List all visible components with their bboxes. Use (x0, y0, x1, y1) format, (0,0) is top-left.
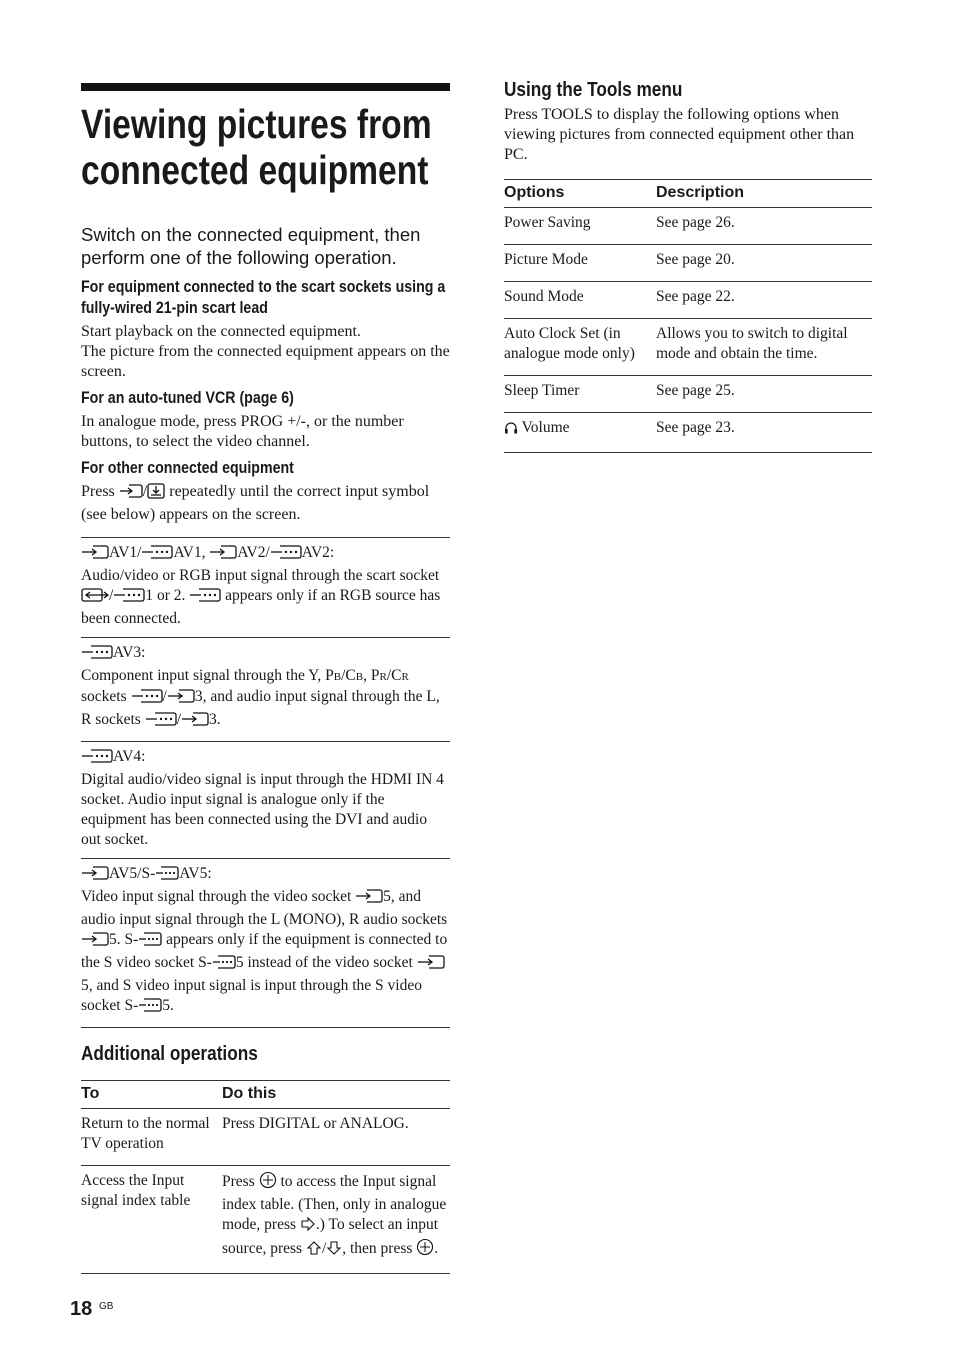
option-volume-label: Volume (521, 419, 570, 436)
av3-label (81, 643, 450, 666)
svideo-input-icon (138, 931, 162, 953)
av5-text-g: 5. (162, 997, 174, 1014)
rgb-input-icon (113, 587, 145, 609)
av1-item (81, 537, 450, 637)
other-text-press: Press (81, 483, 115, 500)
av1-label-b: AV1, (173, 544, 206, 561)
av5-text-e: 5 instead of the video socket (235, 954, 413, 971)
av1-label-a: AV1/ (109, 544, 142, 561)
av5-description (81, 887, 450, 1019)
av5-item (81, 858, 450, 1028)
row-do (222, 1166, 450, 1274)
right-arrow-icon (300, 1216, 316, 1238)
description-cell: See page 23. (656, 413, 872, 453)
row-do: Press DIGITAL or ANALOG. (222, 1109, 450, 1166)
input-arrow-icon (119, 483, 143, 505)
scart-heading-line-2: fully-wired 21-pin scart lead (81, 299, 268, 317)
av1-label-c: AV2/ (237, 544, 270, 561)
table-header-row (504, 180, 872, 208)
left-column (81, 83, 450, 1274)
row-do-f: . (434, 1240, 439, 1257)
av3-sub-d: B (355, 671, 364, 683)
av1-text-b: / (109, 587, 114, 604)
av1-description (81, 566, 450, 629)
av1-text-c: 1 or 2. (145, 587, 186, 604)
av3-sub-h: R (401, 671, 409, 683)
option-cell: Auto Clock Set (in analogue mode only) (504, 319, 656, 376)
av3-text-g: /C (386, 667, 402, 684)
scart-text-line-2: The picture from the connected equipment appears on the screen. (81, 343, 450, 380)
col-description-header: Description (656, 180, 872, 208)
description-cell: See page 22. (656, 282, 872, 319)
av3-text-i: sockets (81, 688, 127, 705)
component-input-icon (145, 711, 177, 733)
av-input-icon (167, 688, 195, 710)
table-row (504, 319, 872, 376)
av-input-icon (209, 544, 237, 566)
av4-description: Digital audio/video signal is input through the HDMI IN 4 socket. Audio input signal is analogue only if the equipment has been connected using the DVI and audio out socket. (81, 771, 444, 848)
page-title-line-2: connected equipment (81, 147, 429, 193)
av4-label (81, 747, 450, 770)
scart-heading-line-1: For equipment connected to the scart sockets using a (81, 278, 446, 296)
table-row (504, 282, 872, 319)
av3-description (81, 666, 450, 733)
av5-label-b: AV5: (179, 865, 212, 882)
tools-intro: Press TOOLS to display the following options when viewing pictures from connected equipment other than PC. (504, 106, 855, 163)
av5-label-a: AV5/S- (109, 865, 156, 882)
ok-button-icon (416, 1238, 434, 1262)
down-arrow-icon (326, 1240, 342, 1262)
additional-heading: Additional operations (81, 1043, 258, 1065)
svideo-input-icon (212, 954, 236, 976)
video-input-icon (417, 954, 445, 976)
av3-item (81, 637, 450, 741)
headphones-icon (504, 421, 518, 441)
av5-text-b: 5, and audio input signal through the L (MONO), R audio sockets (81, 888, 448, 928)
description-cell: Allows you to switch to digital mode and obtain the time. (656, 319, 872, 376)
description-cell: See page 25. (656, 376, 872, 413)
input-box-icon (147, 483, 165, 505)
component-input-icon (81, 644, 113, 666)
av1-text-a: Audio/video or RGB input signal through the scart socket (81, 567, 440, 584)
page-number: 18 (70, 1298, 93, 1320)
row-do-b: to access the Input signal index table. (Then, only in analogue mode, press (222, 1173, 447, 1233)
table-header-row (81, 1081, 450, 1109)
table-row (504, 208, 872, 245)
av4-label-text: AV4: (113, 748, 146, 765)
intro-text: Switch on the connected equipment, then perform one of the following operation. (81, 224, 421, 268)
av5-text-c: 5. S- (109, 931, 139, 948)
other-heading: For other connected equipment (81, 459, 294, 477)
av3-text-j: / (162, 688, 167, 705)
up-arrow-icon (306, 1240, 322, 1262)
other-text-rest: repeatedly until the correct input symbol (see below) appears on the screen. (81, 483, 430, 523)
svideo-input-icon (155, 865, 179, 887)
row-do-a: Press (222, 1173, 255, 1190)
av3-text-k: 3, and audio input signal through the L, R sockets (81, 688, 440, 728)
description-cell: See page 26. (656, 208, 872, 245)
description-cell: See page 20. (656, 245, 872, 282)
av3-text-l: / (176, 711, 182, 728)
av3-sub-b: B (333, 671, 342, 683)
option-cell (504, 413, 656, 453)
additional-table (81, 1080, 450, 1274)
row-do-c: .) To select an input source, press (222, 1216, 439, 1257)
video-input-icon (355, 888, 383, 910)
av3-sub-f: R (379, 671, 387, 683)
tools-table (504, 179, 872, 453)
av5-text-d: appears only if the equipment is connected to the S video socket S- (81, 931, 448, 971)
row-to: Access the Input signal index table (81, 1166, 222, 1274)
av3-text-c: /C (341, 667, 356, 684)
scart-text-line-1: Start playback on the connected equipment. (81, 323, 361, 340)
av3-text-e: , P (363, 667, 380, 684)
av5-label (81, 864, 450, 887)
video-input-icon (81, 931, 109, 953)
row-to: Return to the normal TV operation (81, 1109, 222, 1166)
table-row (504, 376, 872, 413)
scart-io-icon (81, 587, 109, 609)
av1-label-d: AV2: (301, 544, 335, 561)
option-cell: Power Saving (504, 208, 656, 245)
video-input-icon (81, 865, 109, 887)
col-to-header: To (81, 1081, 222, 1109)
other-text: Press / repeatedly until the correct input symbol (see below) appears on the screen. (81, 483, 430, 523)
av-input-icon (81, 544, 109, 566)
rgb-input-icon (141, 544, 173, 566)
title-rule (81, 83, 450, 91)
vcr-heading: For an auto-tuned VCR (page 6) (81, 389, 294, 407)
page-region-code: GB (99, 1301, 114, 1312)
component-input-icon (131, 688, 163, 710)
av4-item (81, 741, 450, 858)
table-row (81, 1166, 450, 1274)
rgb-input-icon (189, 587, 221, 609)
av1-label (81, 543, 450, 566)
table-row (81, 1109, 450, 1166)
page-title (81, 101, 432, 193)
ok-button-icon (259, 1171, 277, 1195)
scart-heading (81, 277, 446, 319)
av3-text-m: 3. (209, 711, 221, 728)
hdmi-input-icon (81, 748, 113, 770)
page-title-line-1: Viewing pictures from (81, 101, 432, 147)
av3-text-a: Component input signal through the Y, P (81, 667, 334, 684)
scart-text (81, 322, 450, 382)
option-cell: Sleep Timer (504, 376, 656, 413)
table-row (504, 413, 872, 453)
table-row (504, 245, 872, 282)
av5-text-f: 5, and S video input signal is input through the S video socket S- (81, 977, 422, 1014)
vcr-text: In analogue mode, press PROG +/-, or the number buttons, to select the video channel. (81, 413, 404, 450)
tools-heading: Using the Tools menu (504, 79, 683, 101)
right-column (504, 78, 872, 453)
rgb-input-icon (270, 544, 302, 566)
svideo-input-icon (138, 997, 162, 1019)
av-input-icon (181, 711, 209, 733)
row-do-e: , then press (342, 1240, 413, 1257)
av3-label-text: AV3: (113, 644, 146, 661)
input-symbol-list (81, 537, 450, 1028)
row-do-d: / (321, 1240, 327, 1257)
col-options-header: Options (504, 180, 656, 208)
av5-text-a: Video input signal through the video socket (81, 888, 352, 905)
av1-text-d: appears only if an RGB source has been connected. (81, 587, 441, 627)
option-cell: Sound Mode (504, 282, 656, 319)
col-do-header: Do this (222, 1081, 450, 1109)
option-cell: Picture Mode (504, 245, 656, 282)
